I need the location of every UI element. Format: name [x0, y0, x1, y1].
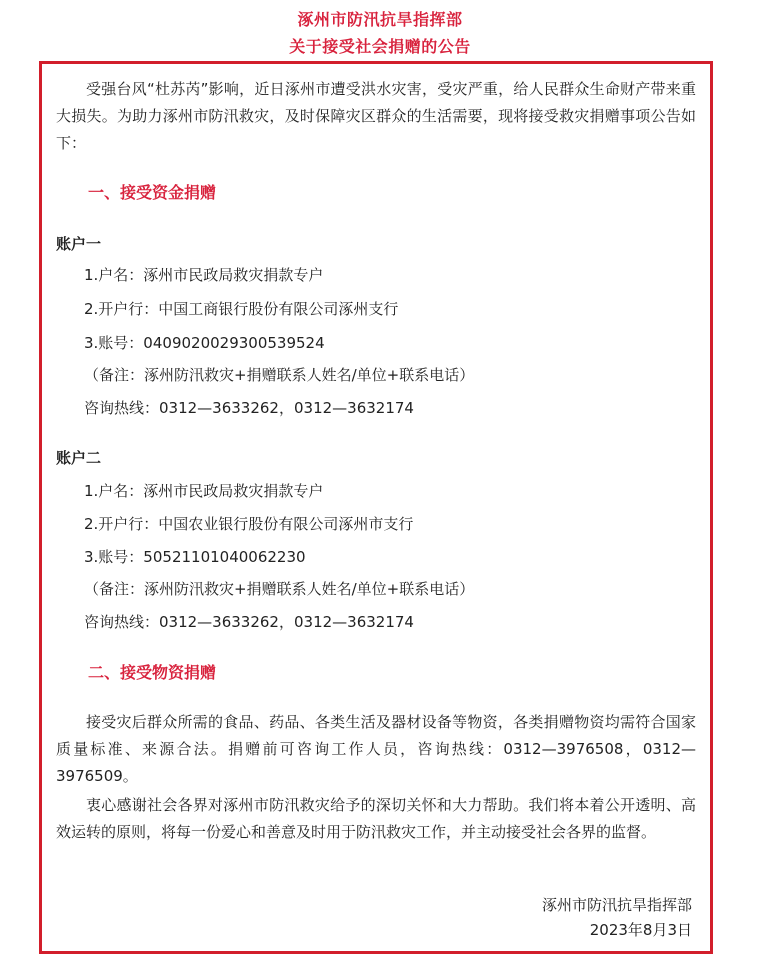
account-one-hotline: 咨询热线：0312—3633262，0312—3632174: [84, 399, 414, 417]
signature-org: 涿州市防汛抗旱指挥部: [541, 896, 692, 914]
intro-paragraph: 受强台风“杜苏芮”影响，近日涿州市遭受洪水灾害，受灾严重，给人民群众生命财产带来重大损失。为助力涿州市防汛救灾，及时保障灾区群众的生活需要，现将接受救灾捐赠事项公告如下：: [56, 80, 696, 152]
account-two-title: 账户二: [56, 449, 102, 467]
notice-frame: [39, 61, 713, 954]
account-two-number: 3.账号：50521101040062230: [84, 548, 306, 566]
notice-header: [0, 0, 760, 60]
account-two-name: 1.户名：涿州市民政局救灾捐款专户: [84, 482, 324, 500]
notice-title-org: 涿州市防汛抗旱指挥部: [297, 10, 463, 29]
goods-paragraph: 接受灾后群众所需的食品、药品、各类生活及器材设备等物资，各类捐赠物资均需符合国家质量标准、来源合法。捐赠前可咨询工作人员，咨询热线：0312—3976508，0312—3976509。: [56, 713, 696, 785]
account-two-note: （备注：涿州防汛救灾+捐赠联系人姓名/单位+联系电话）: [84, 580, 475, 598]
signature-date: 2023年8月3日: [589, 921, 692, 939]
section-title-goods: 二、接受物资捐赠: [88, 663, 217, 682]
thanks-paragraph: 衷心感谢社会各界对涿州市防汛救灾给予的深切关怀和大力帮助。我们将本着公开透明、高效运转的原则，将每一份爱心和善意及时用于防汛救灾工作，并主动接受社会各界的监督。: [56, 796, 696, 841]
account-one-bank: 2.开户行：中国工商银行股份有限公司涿州支行: [84, 300, 399, 318]
account-two-hotline: 咨询热线：0312—3633262，0312—3632174: [84, 613, 414, 631]
account-one-number: 3.账号：0409020029300539524: [84, 334, 325, 352]
account-two-bank: 2.开户行：中国农业银行股份有限公司涿州市支行: [84, 515, 414, 533]
notice-title-subject: 关于接受社会捐赠的公告: [289, 37, 471, 56]
account-one-title: 账户一: [56, 235, 102, 253]
account-one-note: （备注：涿州防汛救灾+捐赠联系人姓名/单位+联系电话）: [84, 366, 475, 384]
account-one-name: 1.户名：涿州市民政局救灾捐款专户: [84, 266, 324, 284]
section-title-funds: 一、接受资金捐赠: [88, 183, 217, 202]
